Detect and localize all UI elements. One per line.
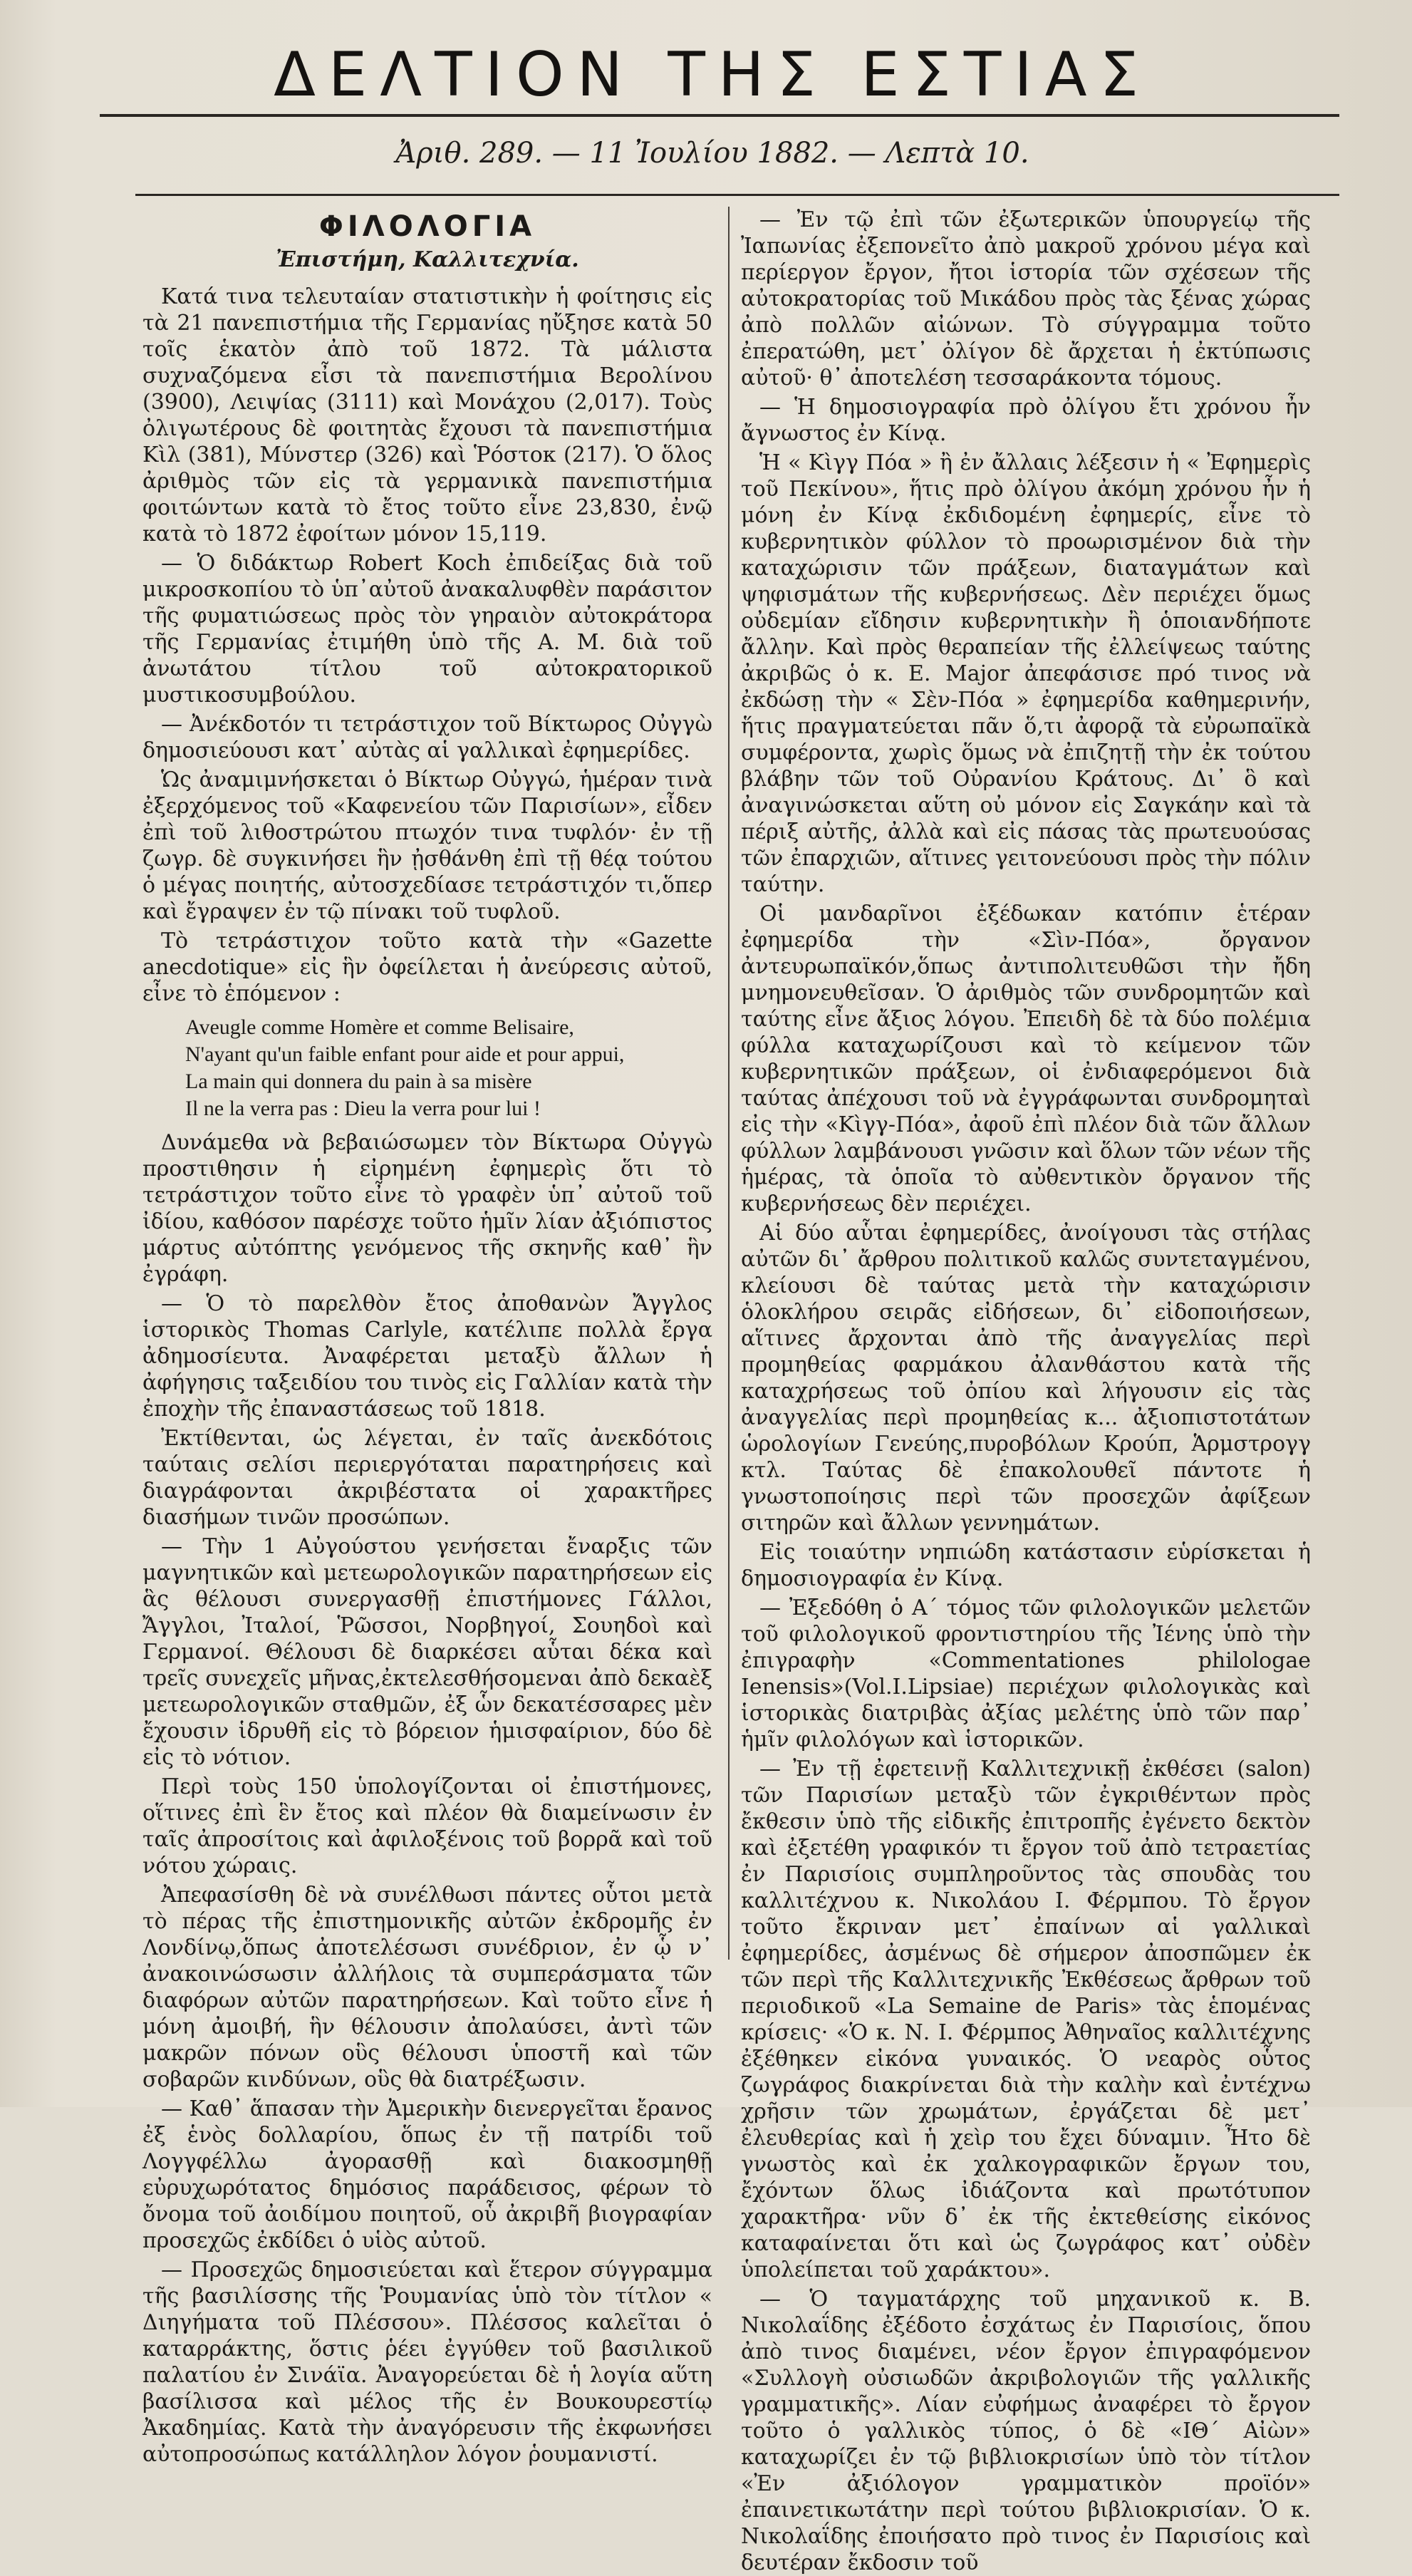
masthead-title: ΔΕΛΤΙΟΝ ΤΗΣ ΕΣΤΙΑΣ	[274, 39, 1151, 110]
section-title: ΦΙΛΟΛΟΓΙΑ	[318, 210, 536, 243]
article-paragraph: Ἀπεφασίσθη δὲ νὰ συνέλθωσι πάντες οὗτοι μετὰ τὸ πέρας τῆς ἐπιστημονικῆς αὐτῶν ἐκδρομῆς ἐν Λονδίνῳ,ὅπως ἀποτελέσωσι συνέδριον, ἐν ᾧ ν᾽ ἀνακοινώσωσιν ἀλλήλοις τὰ συμπεράσματα τῶν διαφόρων αὐτῶν παρατηρήσεων. Καὶ τοῦτο εἶνε ἡ μόνη ἀμοιβή, ἣν θέλουσιν ἀπολαύσει, ἀντὶ τῶν μακρῶν πόνων οὓς θέλουσι ὑποστῆ καὶ τῶν σοβαρῶν κινδύνων, οὓς θὰ διατρέξωσιν.	[142, 1883, 712, 2092]
article-paragraph: — Ἀνέκδοτόν τι τετράστιχον τοῦ Βίκτωρος Οὐγγὼ δημοσιεύουσι κατ᾽ αὐτὰς αἱ γαλλικαὶ ἐφημερίδες.	[142, 712, 712, 763]
article-paragraph: — Ἡ δημοσιογραφία πρὸ ὀλίγου ἔτι χρόνου ἦν ἄγνωστος ἐν Κίνᾳ.	[741, 395, 1311, 446]
poem-quatrain	[185, 1014, 712, 1122]
right-column	[741, 207, 1311, 2575]
article-paragraph: Ὡς ἀναμιμνήσκεται ὁ Βίκτωρ Οὐγγώ, ἡμέραν τινὰ ἐξερχόμενος τοῦ «Καφενείου τῶν Παρισίων», εἶδεν ἐπὶ τοῦ λιθοστρώτου πτωχόν τινα τυφλόν· ἐν τῇ ζωγρ. δὲ συγκινήσει ἣν ᾐσθάνθη ἐπὶ τῇ θέᾳ τούτου ὁ μέγας ποιητής, αὐτοσχεδίασε τετράστιχόν τι,ὅπερ καὶ ἔγραψεν ἐν τῷ πίνακι τοῦ τυφλοῦ.	[142, 767, 712, 924]
left-column	[142, 207, 712, 2467]
article-paragraph: — Ὁ τὸ παρελθὸν ἔτος ἀποθανὼν Ἄγγλος ἱστορικὸς Thomas Carlyle, κατέλιπε πολλὰ ἔργα ἀδημοσίευτα. Ἀναφέρεται μεταξὺ ἄλλων ἡ ἀφήγησις ταξειδίου του τινὸς εἰς Γαλλίαν κατὰ τὴν ἐποχὴν τῆς ἐπαναστάσεως τοῦ 1818.	[142, 1291, 712, 1422]
poem-line: Aveugle comme Homère et comme Belisaire,	[185, 1015, 574, 1039]
article-paragraph: Οἱ μανδαρῖνοι ἐξέδωκαν κατόπιν ἑτέραν ἐφημερίδα τὴν «Σὶν-Πόα», ὄργανον ἀντευρωπαϊκόν,ὅπως ἀντιπολιτευθῶσι τὴν ἤδη μνημονευθεῖσαν. Ὁ ἀριθμὸς τῶν συνδρομητῶν καὶ ταύτης εἶνε ἄξιος λόγου. Ἐπειδὴ δὲ τὰ δύο πολέμια φύλλα καταχωρίζουσι καὶ τὸ κείμενον τῶν κυβερνητικῶν πράξεων, οἱ ἐνδιαφερόμενοι διὰ ταύτας ἀπέχουσι τοῦ νὰ ἐγγράφωνται συνδρομηταὶ εἰς τὴν «Κὶγγ-Πόα», ἀφοῦ ἐπὶ πλέον διὰ τῶν ἄλλων φύλλων λαμβάνουσι γνῶσιν καὶ ὅλων τῶν νέων τῆς ἡμέρας, τὰ ὁποῖα τὸ αὐθεντικὸν ὄργανον τῆς κυβερνήσεως δὲν περιέχει.	[741, 901, 1311, 1216]
article-paragraph: — Προσεχῶς δημοσιεύεται καὶ ἕτερον σύγγραμμα τῆς βασιλίσσης τῆς Ῥουμανίας ὑπὸ τὸν τίτλον « Διηγήματα τοῦ Πλέσσου». Πλέσσος καλεῖται ὁ καταρράκτης, ὅστις ῥέει ἐγγύθεν τοῦ βασιλικοῦ παλατίου ἐν Σινάϊα. Ἀναγορεύεται δὲ ἡ λογία αὕτη βασίλισσα καὶ μέλος τῆς ἐν Βουκουρεστίῳ Ἀκαδημίας. Κατὰ τὴν ἀναγόρευσιν τῆς ἐκφωνήσει αὐτοπροσώπως κατάλληλον λόγον ῥουμανιστί.	[142, 2257, 712, 2467]
poem-line: Il ne la verra pas : Dieu la verra pour lui !	[185, 1097, 541, 1120]
article-paragraph: — Ὁ ταγματάρχης τοῦ μηχανικοῦ κ. Β. Νικολαΐδης ἐξέδοτο ἐσχάτως ἐν Παρισίοις, ὅπου ἀπὸ τινος διαμένει, νέον ἔργον ἐπιγραφόμενον «Συλλογὴ οὐσιωδῶν ἀκριβολογιῶν τῆς γαλλικῆς γραμματικῆς». Λίαν εὐφήμως ἀναφέρει τὸ ἔργον τοῦτο ὁ γαλλικὸς τύπος, ὁ δὲ «ΙΘ´ Αἰὼν» καταχωρίζει ἐν τῷ βιβλιοκρισίων ὑπὸ τὸν τίτλον «Ἐν ἀξιόλογον γραμματικὸν προϊόν» ἐπαινετικωτάτην περὶ τούτου βιβλιοκρισίαν. Ὁ κ. Νικολαΐδης ἐποιήσατο πρὸ τινος ἐν Παρισίοις καὶ δευτέραν ἔκδοσιν τοῦ	[741, 2287, 1311, 2575]
article-paragraph: Κατά τινα τελευταίαν στατιστικὴν ἡ φοίτησις εἰς τὰ 21 πανεπιστήμια τῆς Γερμανίας ηὔξησε κατὰ 50 τοῖς ἑκατὸν ἀπὸ τοῦ 1872. Τὰ μάλιστα συχναζόμενα εἶσι τὰ πανεπιστήμια Βερολίνου (3900), Λειψίας (3111) καὶ Μονάχου (2,017). Τοὺς ὀλιγωτέρους δὲ φοιτητὰς ἔχουσι τὰ πανεπιστήμια Κὶλ (381), Μύνστερ (326) καὶ Ῥόστοκ (217). Ὁ ὅλος ἀριθμὸς τῶν εἰς τὰ γερμανικὰ πανεπιστήμια φοιτώντων κατὰ τὸ ἔτος τοῦτο εἶνε 23,830, ἐνῷ κατὰ τὸ 1872 ἐφοίτων μόνον 15,119.	[142, 284, 712, 547]
article-paragraph: Δυνάμεθα νὰ βεβαιώσωμεν τὸν Βίκτωρα Οὐγγὼ προστιθησιν ἡ εἰρημένη ἐφημερὶς ὅτι τὸ τετράστιχον τοῦτο εἶνε τὸ γραφὲν ὑπ᾽ αὐτοῦ τοῦ ἰδίου, καθόσον παρέσχε τοῦτο ἡμῖν λίαν ἀξιόπιστος μάρτυς αὐτόπτης γενόμενος τῆς σκηνῆς καθ᾽ ἣν ἐγράφη.	[142, 1130, 712, 1287]
article-paragraph: Περὶ τοὺς 150 ὑπολογίζονται οἱ ἐπιστήμονες, οἵτινες ἐπὶ ἓν ἔτος καὶ πλέον θὰ διαμείνωσιν ἐν ταῖς ἀπροσίτοις καὶ ἀφιλοξένοις τοῦ βορρᾶ καὶ τοῦ νότου χώραις.	[142, 1774, 712, 1878]
article-paragraph: Εἰς τοιαύτην νηπιώδη κατάστασιν εὑρίσκεται ἡ δημοσιογραφία ἐν Κίνᾳ.	[741, 1540, 1311, 1591]
section-subtitle: Ἐπιστήμη, Καλλιτεχνία.	[276, 247, 579, 272]
issue-line: Ἀριθ. 289. — 11 Ἰουλίου 1882. — Λεπτὰ 10.	[395, 137, 1029, 170]
column-separator	[728, 207, 730, 1960]
article-paragraph: — Καθ᾽ ἅπασαν τὴν Ἀμερικὴν διενεργεῖται ἔρανος ἐξ ἑνὸς δολλαρίου, ὅπως ἐν τῇ πατρίδι τοῦ Λογγφέλλω ἀγορασθῇ καὶ διακοσμηθῇ εὐρυχωρότατος δημόσιος παράδεισος, φέρων τὸ ὄνομα τοῦ ἀοιδίμου ποιητοῦ, οὗ ἀκριβῆ βιογραφίαν προσεχῶς ἐκδίδει ὁ υἱὸς αὐτοῦ.	[142, 2096, 712, 2253]
article-paragraph: Ἐκτίθενται, ὡς λέγεται, ἐν ταῖς ἀνεκδότοις ταύταις σελίσι περιεργόταται παρατηρήσεις καὶ διαγράφονται ἀκριβέστατα οἱ χαρακτῆρες διασήμων τινῶν προσώπων.	[142, 1426, 712, 1530]
article-paragraph: — Ἐν τῇ ἐφετεινῇ Καλλιτεχνικῇ ἐκθέσει (salon) τῶν Παρισίων μεταξὺ τῶν ἐγκριθέντων πρὸς ἔκθεσιν ὑπὸ τῆς εἰδικῆς ἐπιτροπῆς ἐγένετο δεκτὸν καὶ ἐξετέθη γραφικόν τι ἔργον τοῦ ἀπὸ τετραετίας ἐν Παρισίοις συμπληροῦντος τὰς σπουδὰς του καλλιτέχνου κ. Νικολάου Ι. Φέρμπου. Τὸ ἔργον τοῦτο ἔκριναν μετ᾽ ἐπαίνων αἱ γαλλικαὶ ἐφημερίδες, ἀσμένως δὲ σήμερον ἀποσπῶμεν ἐκ τῶν περὶ τῆς Καλλιτεχνικῆς Ἐκθέσεως ἄρθρων τοῦ περιοδικοῦ «La Semaine de Paris» τὰς ἑπομένας κρίσεις· «Ὁ κ. Ν. Ι. Φέρμπος Ἀθηναῖος καλλιτέχνης ἐξέθηκεν εἰκόνα γυναικός. Ὁ νεαρὸς οὗτος ζωγράφος διακρίνεται διὰ τὴν καλὴν καὶ ἐντέχνω χρῆσιν τῶν χρωμάτων, ἐργάζεται δὲ μετ᾽ ἐλευθερίας καὶ ἡ χεὶρ του ἔχει δύναμιν. Ἦτο δὲ γνωστὸς καὶ ἐκ χαλκογραφικῶν ἔργων του, ἔχόντων ὅλως ἰδιάζοντα καὶ πρωτότυπον χαρακτῆρα· νῦν δ᾽ ἐκ τῆς ἐκτεθείσης εἰκόνος καταφαίνεται ὅτι καὶ ὡς ζωγράφος κατ᾽ οὐδὲν ὑπολείπεται τοῦ χαράκτου».	[741, 1757, 1311, 2282]
masthead-rule	[100, 114, 1339, 117]
article-paragraph: — Τὴν 1 Αὐγούστου γενήσεται ἔναρξις τῶν μαγνητικῶν καὶ μετεωρολογικῶν παρατηρήσεων εἰς ἃς θέλουσι συνεργασθῇ ἐπιστήμονες Γάλλοι, Ἄγγλοι, Ἰταλοί, Ῥῶσσοι, Νορβηγοί, Σουηδοὶ καὶ Γερμανοί. Θέλουσι δὲ διαρκέσει αὗται δέκα καὶ τρεῖς συνεχεῖς μῆνας,ἐκτελεσθήσομεναι ἀπὸ δεκαὲξ μετεωρολογικῶν σταθμῶν, ἐξ ὧν δεκατέσσαρες μὲν ἔχουσιν ἱδρυθῆ εἰς τὸ βόρειον ἡμισφαίριον, δύο δὲ εἰς τὸ νότιον.	[142, 1534, 712, 1770]
article-paragraph: — Ὁ διδάκτωρ Robert Koch ἐπιδείξας διὰ τοῦ μικροσκοπίου τὸ ὑπ᾽αὐτοῦ ἀνακαλυφθὲν παράσιτον τῆς φυματιώσεως πρὸς τὸν γηραιὸν αὐτοκράτορα τῆς Γερμανίας ἐτιμήθη ὑπὸ τῆς Α. Μ. διὰ τοῦ ἀνωτάτου τίτλου τοῦ αὐτοκρατορικοῦ μυστικοσυμβούλου.	[142, 551, 712, 708]
article-paragraph: Τὸ τετράστιχον τοῦτο κατὰ τὴν «Gazette anecdotique» εἰς ἣν ὀφείλεται ἡ ἀνεύρεσις αὐτοῦ, εἶνε τὸ ἑπόμενον :	[142, 929, 712, 1006]
article-paragraph: Ἡ « Κὶγγ Πόα » ἢ ἐν ἄλλαις λέξεσιν ἡ « Ἐφημερὶς τοῦ Πεκίνου», ἥτις πρὸ ὀλίγου ἀκόμη χρόνου ἦν ἡ μόνη ἐν Κίνᾳ ἐκδιδομένη ἐφημερίς, εἶνε τὸ κυβερνητικὸν φύλλον τὸ προωρισμένον διὰ τὴν καταχώρισιν τῶν πράξεων, διαταγμάτων καὶ ψηφισμάτων τῆς κυβερνήσεως. Δὲν περιέχει ὅμως οὐδεμίαν εἴδησιν κυβερνητικὴν ἢ ὁποιανδήποτε ἄλλην. Καὶ πρὸς θεραπείαν τῆς ἐλλείψεως ταύτης ἀκριβῶς ὁ κ. Ε. Major ἀπεφάσισε πρό τινος νὰ ἐκδώσῃ τὴν « Σὲν-Πόα » ἐφημερίδα καθημερινήν, ἥτις πραγματεύεται πᾶν ὅ,τι ἀφορᾷ τὰ εὐρωπαϊκὰ συμφέροντα, χωρὶς ὅμως νὰ ἐπιζητῇ τὴν ἐκ τούτου βλάβην τῶν τοῦ Οὐρανίου Κράτους. Δι᾽ ὃ καὶ ἀναγινώσκεται αὕτη οὐ μόνον εἰς Σαγκάην καὶ τὰ πέριξ αὐτῆς, ἀλλὰ καὶ εἰς πάσας τὰς πρωτευούσας τῶν ἐπαρχιῶν, αἵτινες γειτονεύουσι πρὸς τὴν πόλιν ταύτην.	[741, 450, 1311, 897]
article-paragraph: Αἱ δύο αὗται ἐφημερίδες, ἀνοίγουσι τὰς στήλας αὐτῶν δι᾽ ἄρθρου πολιτικοῦ καλῶς συντεταγμένου, κλείουσι δὲ ταύτας μετὰ τὴν καταχώρισιν ὁλοκλήρου σειρᾶς εἰδήσεων, δι᾽ εἰδοποιήσεων, αἵτινες ἄρχονται ἀπὸ τῆς ἀναγγελίας περὶ προμηθείας φαρμάκου ἀλανθάστου κατὰ τῆς καταχρήσεως τοῦ ὀπίου καὶ λήγουσιν εἰς τὰς ἀναγγελίας περὶ προμηθείας κ... ἀξιοπιστοτάτων ὡρολογίων Γενεύης,πυροβόλων Κρούπ, Ἁρμστρογγ κτλ. Ταύτας δὲ ἐπακολουθεῖ πάντοτε ἡ γνωστοποίησις περὶ τῶν προσεχῶν ἀφίξεων σιτηρῶν καὶ ἄλλων γεννημάτων.	[741, 1221, 1311, 1536]
article-paragraph: — Ἐξεδόθη ὁ Α´ τόμος τῶν φιλολογικῶν μελετῶν τοῦ φιλολογικοῦ φροντιστηρίου τῆς Ἰένης ὑπὸ τὴν ἐπιγραφὴν «Commentationes philologae Ienensis»(Vol.I.Lipsiae) περιέχων φιλολογικὰς καὶ ἱστορικὰς διατριβὰς ἀξίας μελέτης ὑπὸ τῶν παρ᾽ ἡμῖν φιλολόγων καὶ ἱστορικῶν.	[741, 1595, 1311, 1752]
poem-line: N'ayant qu'un faible enfant pour aide et pour appui,	[185, 1043, 625, 1066]
header-rule	[135, 194, 1339, 196]
article-paragraph: — Ἐν τῷ ἐπὶ τῶν ἐξωτερικῶν ὑπουργείῳ τῆς Ἰαπωνίας ἐξεπονεῖτο ἀπὸ μακροῦ χρόνου μέγα καὶ περίεργον ἔργον, ἤτοι ἱστορία τῶν σχέσεων τῆς αὐτοκρατορίας τοῦ Μικάδου πρὸς τὰς ξένας χώρας ἀπὸ πολλῶν αἰώνων. Τὸ σύγγραμμα τοῦτο ἐπερατώθη, μετ᾽ ὀλίγον δὲ ἄρχεται ἡ ἐκτύπωσις αὐτοῦ· θ᾽ ἀποτελέση τεσσαράκοντα τόμους.	[741, 207, 1311, 390]
poem-line: La main qui donnera du pain à sa misère	[185, 1070, 532, 1093]
